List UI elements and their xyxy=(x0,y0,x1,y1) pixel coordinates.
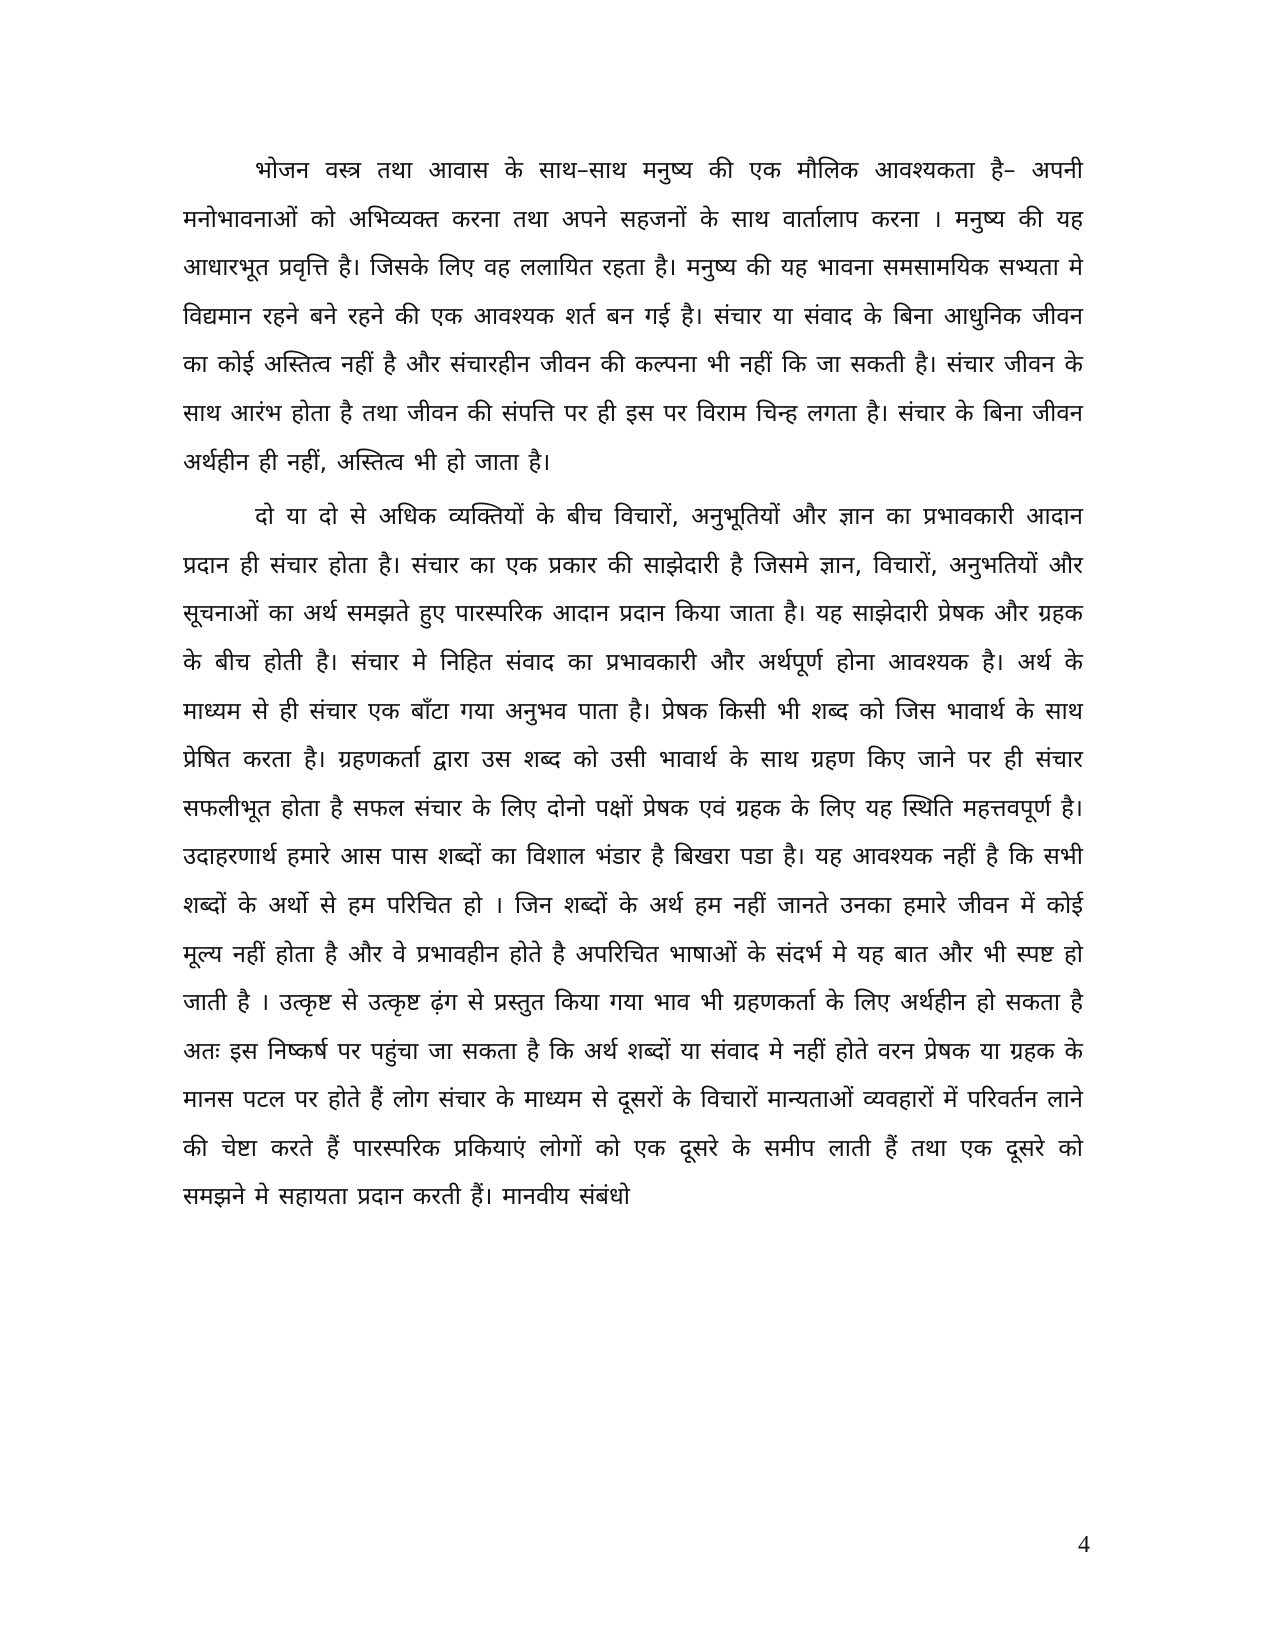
paragraph-1: भोजन वस्त्र तथा आवास के साथ–साथ मनुष्य की एक मौलिक आवश्यकता है– अपनी मनोभावनाओं को अभिव्यक्त करना तथा अपने सहजनों के साथ वार्तालाप करना । मनुष्य की यह आधारभूत प्रवृत्ति है। जिसके लिए वह ललायित रहता है। मनुष्य की यह भावना समसामयिक सभ्यता मे विद्यमान रहने बने रहने की एक आवश्यक शर्त बन गई है। संचार या संवाद के बिना आधुनिक जीवन का कोई अस्तित्व नहीं है और संचारहीन जीवन की कल्पना भी नहीं कि जा सकती है। संचार जीवन के साथ आरंभ होता है तथा जीवन की संपत्ति पर ही इस पर विराम चिन्ह लगता है। संचार के बिना जीवन अर्थहीन ही नहीं, अस्तित्व भी हो जाता है। xyxy=(183,156,1083,476)
page-number: 4 xyxy=(1078,1532,1090,1558)
paragraph-2: दो या दो से अधिक व्यक्तियों के बीच विचारों, अनुभूतियों और ज्ञान का प्रभावकारी आदान प्रदान ही संचार होता है। संचार का एक प्रकार की साझेदारी है जिसमे ज्ञान, विचारों, अनुभतियों और सूचनाओं का अर्थ समझते हुए पारस्परिक आदान प्रदान किया जाता है। यह साझेदारी प्रेषक और ग्रहक के बीच होती है। संचार मे निहित संवाद का प्रभावकारी और अर्थपूर्ण होना आवश्यक है। अर्थ के माध्यम से ही संचार एक बॉंटा गया अनुभव पाता है। प्रेषक किसी भी शब्द को जिस भावार्थ के साथ प्रेषित करता है। ग्रहणकर्ता द्वारा उस शब्द को उसी भावार्थ के साथ ग्रहण किए जाने पर ही संचार सफलीभूत होता है सफल संचार के लिए दोनो पक्षों प्रेषक एवं ग्रहक के लिए यह स्थिति महत्तवपूर्ण है। उदाहरणार्थ हमारे आस पास शब्दों का विशाल भंडार है बिखरा पडा है। यह आवश्यक नहीं है कि सभी शब्दों के अर्थो से हम परिचित हो । जिन शब्दों के अर्थ हम नहीं जानते उनका हमारे जीवन में कोई मूल्य नहीं होता है और वे प्रभावहीन होते है अपरिचित भाषाओं के संदर्भ मे यह बात और भी स्पष्ट हो जाती है । उत्कृष्ट से उत्कृष्ट ढ़ंग से प्रस्तुत किया गया भाव भी ग्रहणकर्ता के लिए अर्थहीन हो सकता है अतः इस निष्कर्ष पर पहुंचा जा सकता है कि अर्थ शब्दों या संवाद मे नहीं होते वरन प्रेषक या ग्रहक के मानस पटल पर होते हैं लोग संचार के माध्यम से दूसरों के विचारों मान्यताओं व्यवहारों में परिवर्तन लाने की चेष्टा करते हैं पारस्परिक प्रकियाएं लोगों को एक दूसरे के समीप लाती हैं तथा एक दूसरे को समझने मे सहायता प्रदान करती हैं। मानवीय संबंधो xyxy=(183,502,1083,1211)
body-text xyxy=(183,146,1083,1227)
